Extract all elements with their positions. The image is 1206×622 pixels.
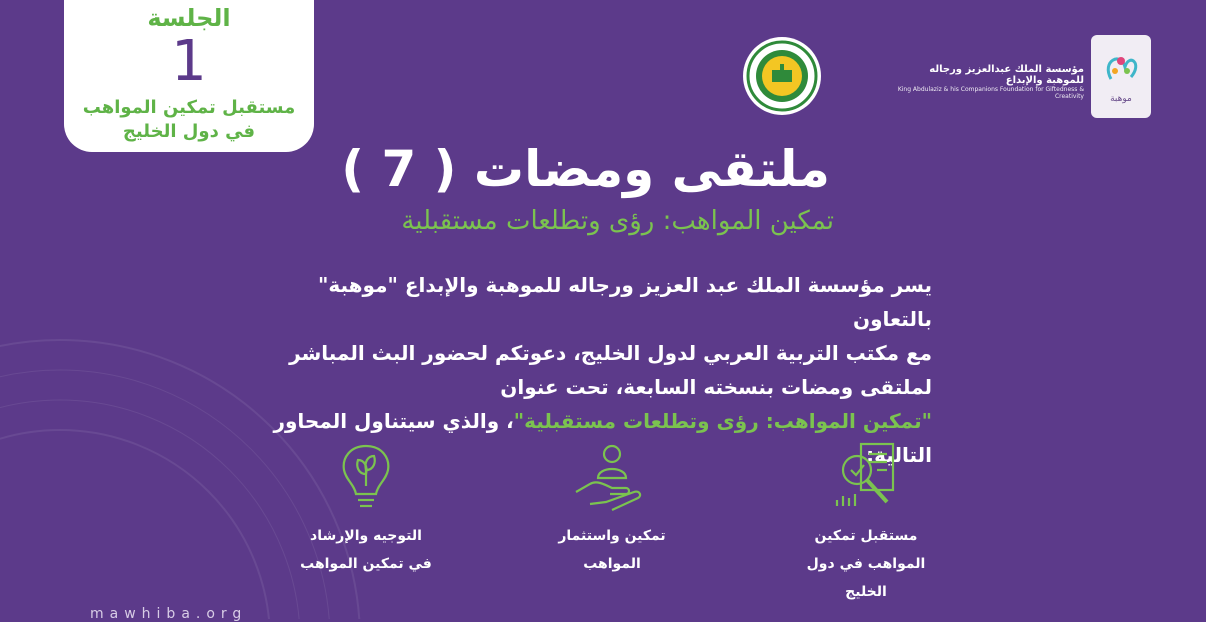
pillar-2-line-2: المواهب [583, 556, 641, 572]
pillar-label [766, 522, 966, 606]
mawhiba-logo-label: موهبة [1110, 94, 1132, 104]
pillar-empowerment-investment [512, 440, 712, 578]
pillar-1-line-3: الخليج [845, 584, 887, 600]
session-topic-line1: مستقبل تمكين المواهب [82, 97, 296, 118]
magnifier-report-icon [831, 440, 901, 512]
subtitle: تمكين المواهب: رؤى وتطلعات مستقبلية [401, 206, 834, 236]
pillar-label [266, 522, 466, 578]
pillar-3-line-2: في تمكين المواهب [300, 556, 432, 572]
pillar-guidance-counseling [266, 440, 466, 578]
pillar-2-line-1: تمكين واستثمار [558, 528, 666, 544]
invitation-line-4-rest: ، والذي سيتناول المحاور التالية: [273, 409, 932, 467]
foundation-logo-text [890, 64, 1084, 100]
lightbulb-leaf-icon [336, 440, 396, 512]
foundation-name-ar: مؤسسة الملك عبدالعزيز ورجاله للموهبة والإبداع [929, 64, 1084, 86]
session-topic [74, 96, 304, 144]
session-card [64, 0, 314, 152]
pillar-1-line-2: المواهب في دول [806, 556, 926, 572]
invitation-line-2: مع مكتب التربية العربي لدول الخليج، دعوتكم لحضور البث المباشر [289, 341, 932, 365]
session-label: الجلسة [147, 4, 231, 32]
invitation-line-1: يسر مؤسسة الملك عبد العزيز ورجاله للموهبة والإبداع "موهبة" بالتعاون [317, 273, 932, 331]
arab-bureau-seal-logo [742, 36, 822, 116]
event-theme-quote: "تمكين المواهب: رؤى وتطلعات مستقبلية" [513, 409, 932, 433]
session-topic-line2: في دول الخليج [122, 121, 256, 142]
pillar-future-empowerment [766, 440, 966, 606]
foundation-name-en: King Abdulaziz & his Companions Foundation for Giftedness & Creativity [897, 86, 1084, 100]
mawhiba-logo [1091, 35, 1151, 118]
session-number: 1 [171, 29, 207, 94]
mawhiba-logo-icon [1091, 41, 1151, 91]
main-title: ملتقى ومضات ( 7 ) [341, 140, 830, 198]
pillar-1-line-1: مستقبل تمكين [814, 528, 918, 544]
pillar-label [512, 522, 712, 578]
pillar-3-line-1: التوجيه والإرشاد [310, 528, 422, 544]
invitation-line-3: لملتقى ومضات بنسخته السابعة، تحت عنوان [500, 375, 932, 399]
footer-url[interactable]: mawhiba.org [90, 606, 248, 622]
hand-person-icon [572, 440, 652, 512]
